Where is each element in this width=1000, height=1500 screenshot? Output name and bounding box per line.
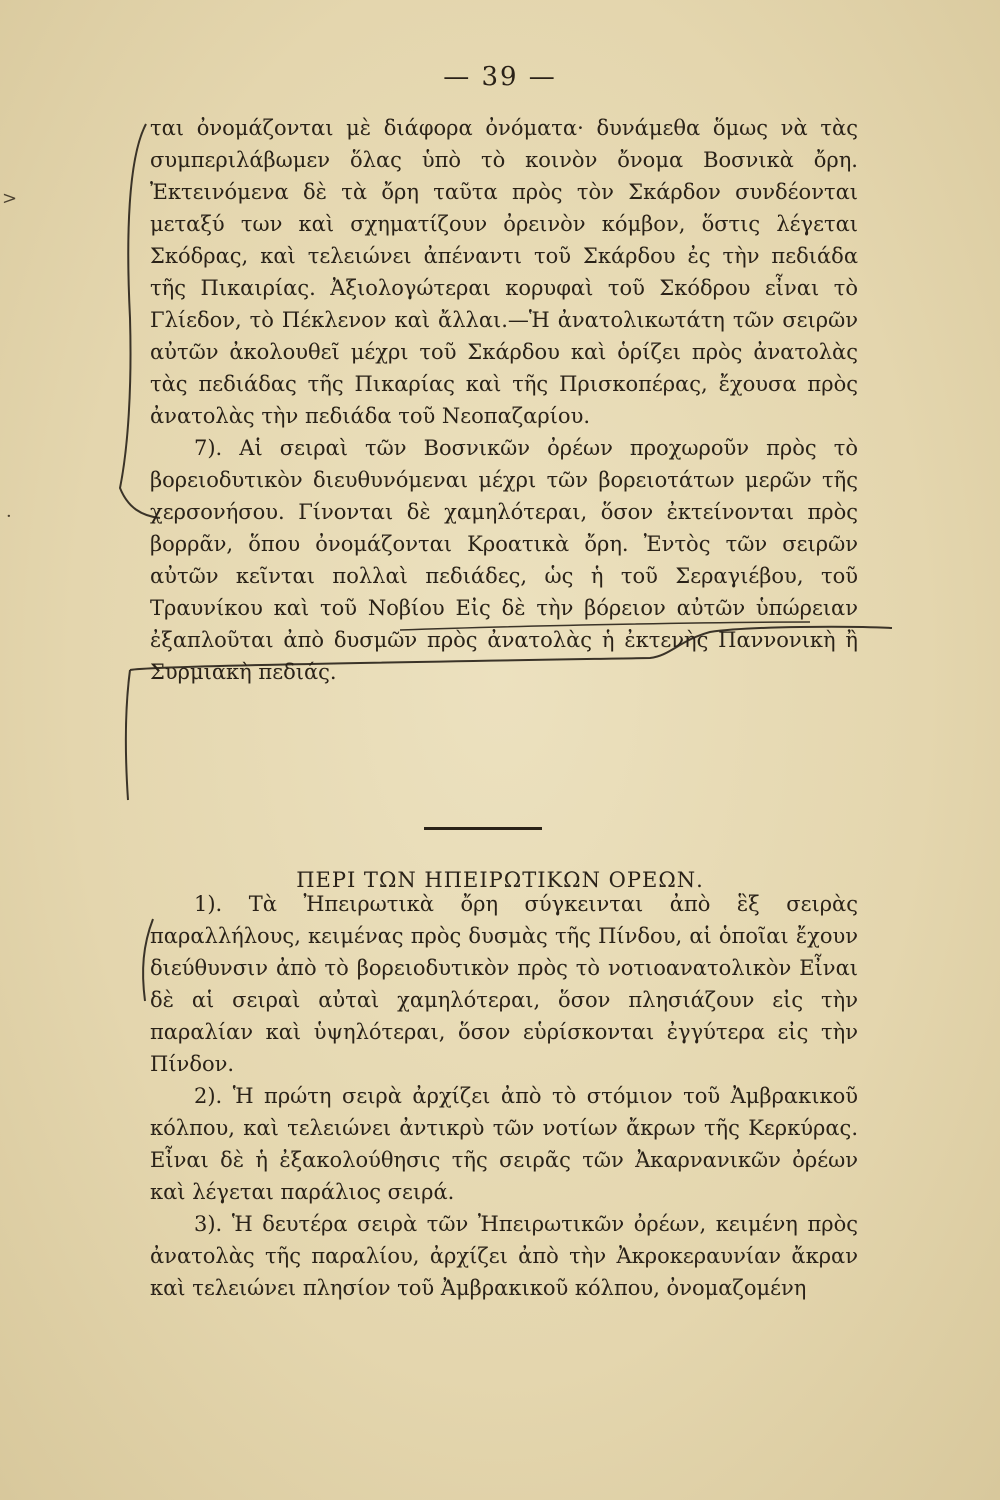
text-block-top [150,112,858,688]
paragraph-1: 1). Τὰ Ἠπειρωτικὰ ὄρη σύγκεινται ἀπὸ ἓξ σειρὰς παραλλήλους, κειμένας πρὸς δυσμὰς τῆς Πίνδου, αἱ ὁποῖαι ἔχουν διεύθυνσιν ἀπὸ τὸ βορειοδυτικὸν πρὸς τὸ νοτιοανατολικὸν Εἶναι δὲ αἱ σειραὶ αὐταὶ χαμηλότεραι, ὅσον πλησιάζουν εἰς τὴν παραλίαν καὶ ὑψηλότεραι, ὅσον εὑρίσκονται ἐγγύτερα εἰς τὴν Πίνδον. [150,892,858,1076]
page-number: — 39 — [443,62,557,92]
paragraph-3: 3). Ἡ δευτέρα σειρὰ τῶν Ἠπειρωτικῶν ὀρέων, κειμένη πρὸς ἀνατολὰς τῆς παραλίου, ἀρχίζει ἀπὸ τὴν Ἀκροκεραυνίαν ἄκραν καὶ τελειώνει πλησίον τοῦ Ἀμβρακικοῦ κόλπου, ὀνομαζομένη [150,1212,858,1300]
margin-dot-mark: · [6,506,12,527]
paragraph-continuation: ται ὀνομάζονται μὲ διάφορα ὀνόματα· δυνάμεθα ὅμως νὰ τὰς συμπεριλάβωμεν ὅλας ὑπὸ τὸ κοινὸν ὄνομα Βοσνικὰ ὄρη. Ἐκτεινόμενα δὲ τὰ ὄρη ταῦτα πρὸς τὸν Σκάρδον συνδέονται μεταξύ των καὶ σχηματίζουν ὀρεινὸν κόμβον, ὅστις λέγεται Σκόδρας, καὶ τελειώνει ἀπέναντι τοῦ Σκάρδου ἐς τὴν πεδιάδα τῆς Πικαιρίας. Ἀξιολογώτεραι κορυφαὶ τοῦ Σκόδρου εἶναι τὸ Γλίεδον, τὸ Πέκλενον καὶ ἄλλαι.—Ἡ ἀνατολικωτάτη τῶν σειρῶν αὐτῶν ἀκολουθεῖ μέχρι τοῦ Σκάρδου καὶ ὁρίζει πρὸς ἀνατολὰς τὰς πεδιάδας τῆς Πικαρίας καὶ τῆς Πρισκοπέρας, ἔχουσα πρὸς ἀνατολὰς τὴν πεδιάδα τοῦ Νεοπαζαρίου. [150,116,858,428]
section-heading: ΠΕΡΙ ΤΩΝ ΗΠΕΙΡΩΤΙΚΩΝ ΟΡΕΩΝ. [296,868,704,892]
paragraph-2: 2). Ἡ πρώτη σειρὰ ἀρχίζει ἀπὸ τὸ στόμιον τοῦ Ἀμβρακικοῦ κόλπου, καὶ τελειώνει ἀντικρὺ τῶν νοτίων ἄκρων τῆς Κερκύρας. Εἶναι δὲ ἡ ἐξακολούθησις τῆς σειρᾶς τῶν Ἀκαρνανικῶν ὀρέων καὶ λέγεται παράλιος σειρά. [150,1084,858,1204]
margin-arrow-mark: > [2,188,18,209]
paragraph-7: 7). Αἱ σειραὶ τῶν Βοσνικῶν ὀρέων προχωροῦν πρὸς τὸ βορειοδυτικὸν διευθυνόμεναι μέχρι τῶν βορειοτάτων μερῶν τῆς χερσονήσου. Γίνονται δὲ χαμηλότεραι, ὅσον ἐκτείνονται πρὸς βορρᾶν, ὅπου ὀνομάζονται Κροατικὰ ὄρη. Ἐντὸς τῶν σειρῶν αὐτῶν κεῖνται πολλαὶ πεδιάδες, ὡς ἡ τοῦ Σεραγιέβου, τοῦ Τραυνίκου καὶ τοῦ Νοβίου Εἰς δὲ τὴν βόρειον αὐτῶν ὑπώρειαν ἐξαπλοῦται ἀπὸ δυσμῶν πρὸς ἀνατολὰς ἡ ἐκτενὴς Παννονικὴ ἢ Συρμιακὴ πεδιάς. [150,436,858,684]
text-block-bottom [150,888,858,1304]
section-divider [424,827,542,830]
